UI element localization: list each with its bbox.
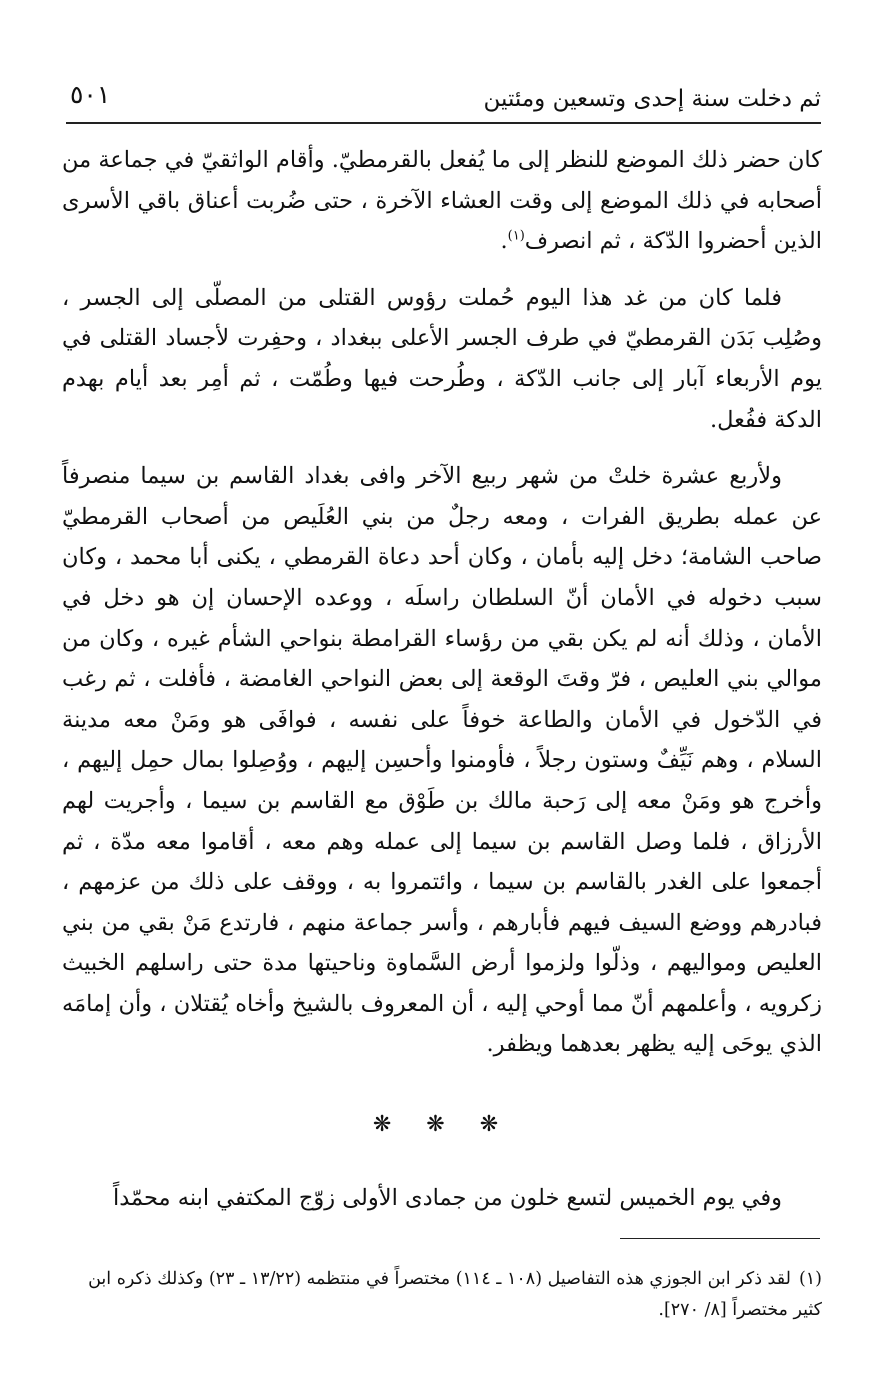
paragraph-1 — [62, 140, 822, 262]
footnote-marker: (١) — [798, 1269, 822, 1289]
footnote-reference: (١) — [507, 228, 525, 244]
page-header — [66, 80, 821, 124]
paragraph-1-end: . — [500, 228, 508, 255]
footnote-text: لقد ذكر ابن الجوزي هذه التفاصيل (١٠٨ ـ ١١٤) مختصراً في منتظمه (١٣/٢٢ ـ ٢٣) وكذلك ذكره ابن كثير مختصراً [٨/ ٢٧٠]. — [88, 1269, 822, 1320]
paragraph-3: ولأربع عشرة خلتْ من شهر ربيع الآخر وافى بغداد القاسم بن سيما منصرفاً عن عمله بطريق الفرات ، ومعه رجلٌ من بني العُلَيص من أصحاب القرمطيّ صاحب الشامة؛ دخل إليه بأمان ، وكان أحد دعاة القرمطي ، يكنى أبا محمد ، وكان سبب دخوله في الأمان أنّ السلطان راسلَه ، ووعده الإحسان إن هو دخل في الأمان ، وذلك أنه لم يكن بقي من رؤساء القرامطة بنواحي الشأم غيره ، وكان من موالي بني العليص ، فرّ وقتَ الوقعة إلى بعض النواحي الغامضة ، فأفلت ، ثم رغب في الدّخول في الأمان والطاعة خوفاً على نفسه ، فوافَى هو ومَنْ معه مدينة السلام ، وهم نَيِّفٌ وستون رجلاً ، فأومنوا وأحسِن إليهم ، ووُصِلوا بمال حمِل إليهم ، وأخرج هو ومَنْ معه إلى رَحبة مالك بن طَوْق مع القاسم بن سيما ، وأجريت لهم الأرزاق ، فلما وصل القاسم بن سيما إلى عمله وهم معه ، أقاموا معه مدّة ، ثم أجمعوا على الغدر بالقاسم بن سيما ، وائتمروا به ، ووقف على ذلك من عزمهم ، فبادرهم ووضع السيف فيهم فأبارهم ، وأسر جماعة منهم ، فارتدع مَنْ بقي من بني العليص ومواليهم ، وذلّوا ولزموا أرض السَّماوة وناحيتها مدة حتى راسلهم الخبيث زكرويه ، وأعلمهم أنّ مما أوحي إليه ، أن المعروف بالشيخ وأخاه يُقتلان ، وأن إمامَه الذي يوحَى إليه يظهر بعدهما ويظفر. — [62, 463, 822, 1058]
body-text — [62, 140, 822, 1065]
running-title: ثم دخلت سنة إحدى وتسعين ومئتين — [483, 86, 821, 112]
section-separator: ❋ ❋ ❋ — [372, 1112, 513, 1137]
page-number: ٥٠١ — [70, 80, 111, 109]
footnote-divider — [620, 1238, 820, 1239]
paragraph-4: وفي يوم الخميس لتسع خلون من جمادى الأولى زوّج المكتفي ابنه محمّداً — [112, 1185, 782, 1211]
paragraph-2: فلما كان من غد هذا اليوم حُملت رؤوس القتلى من المصلّى إلى الجسر ، وصُلِب بَدَن القرمطيّ في طرف الجسر الأعلى ببغداد ، وحفِرت لأجساد القتلى في يوم الأربعاء آبار إلى جانب الدّكة ، وطُرحت فيها وطُمّت ، ثم أمِر بعد أيام بهدم الدكة ففُعل. — [62, 284, 822, 433]
paragraph-1-text: كان حضر ذلك الموضع للنظر إلى ما يُفعل بالقرمطيّ. وأقام الواثقيّ في جماعة من أصحابه في ذلك الموضع إلى وقت العشاء الآخرة ، حتى ضُربت أعناق باقي الأسرى الذين أحضروا الدّكة ، ثم انصرف — [61, 147, 822, 255]
footnote — [62, 1264, 822, 1326]
